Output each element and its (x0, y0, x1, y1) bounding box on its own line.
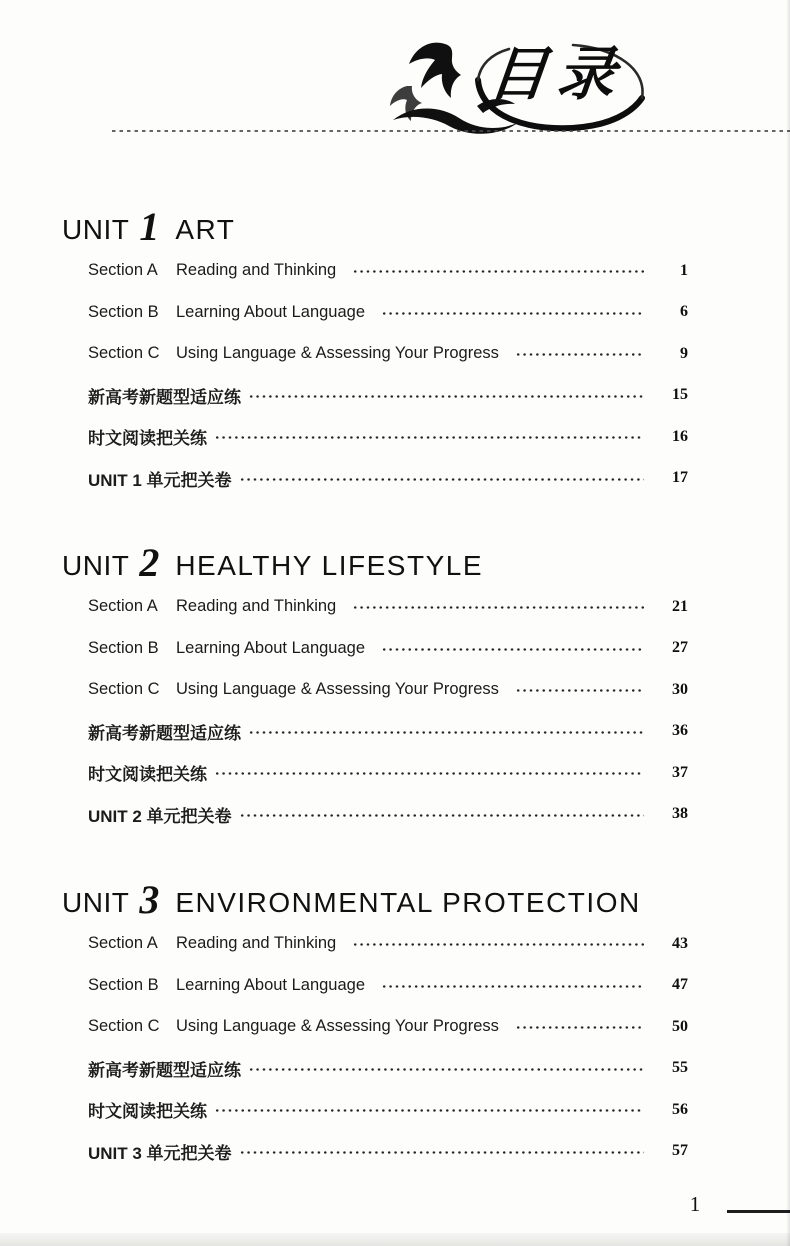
page-bottom-edge (0, 1233, 790, 1246)
toc-entry (88, 458, 688, 500)
unit-label: UNIT (62, 214, 130, 245)
toc-entry (88, 586, 688, 628)
entry-page-number: 1 (680, 261, 688, 279)
entry-page-number: 30 (672, 680, 688, 698)
unit-3-section (62, 875, 688, 1172)
entry-title: 时文阅读把关练 (88, 765, 207, 785)
unit-2-heading (62, 538, 688, 585)
unit-label: UNIT (62, 550, 130, 581)
dot-leader (214, 434, 644, 441)
footer-page-number: 1 (689, 1192, 701, 1216)
section-prefix: Section B (88, 302, 159, 321)
entry-page-number: 6 (680, 303, 688, 321)
toc-entry (88, 628, 688, 670)
unit-3-heading (62, 875, 688, 922)
section-prefix: Section B (88, 975, 159, 994)
toc-entry (88, 965, 688, 1007)
entry-title: Learning About Language (176, 302, 366, 321)
entry-page-number: 38 (672, 805, 688, 823)
toc-entry (88, 1048, 688, 1090)
entry-page-number: 57 (672, 1142, 688, 1160)
dot-leader (515, 1024, 644, 1031)
entry-page-number: 27 (672, 639, 688, 657)
page-right-edge (786, 0, 790, 1246)
toc-entry (88, 752, 688, 794)
dot-leader (381, 646, 644, 653)
unit-2-section (62, 538, 688, 835)
dot-leader (352, 941, 644, 948)
unit-number: 2 (139, 540, 160, 585)
entry-page-number: 21 (672, 597, 688, 615)
dot-leader (239, 476, 644, 483)
dot-leader (515, 351, 644, 358)
unit-2-entries (62, 586, 688, 835)
toc-entry (88, 794, 688, 836)
footer-rule (727, 1210, 790, 1213)
toc-entry (88, 1006, 688, 1048)
unit-1-heading (62, 202, 688, 249)
entry-page-number: 17 (672, 469, 688, 487)
toc-entry (88, 669, 688, 711)
unit-number: 1 (139, 204, 160, 249)
unit-3-entries (62, 923, 688, 1172)
entry-page-number: 43 (672, 934, 688, 952)
entry-page-number: 47 (672, 976, 688, 994)
entry-page-number: 16 (672, 427, 688, 445)
dot-leader (381, 983, 644, 990)
entry-title: Learning About Language (176, 975, 366, 994)
dot-leader (248, 729, 644, 736)
entry-page-number: 9 (680, 344, 688, 362)
toc-entry (88, 1131, 688, 1173)
entry-title: Using Language & Assessing Your Progress (176, 344, 499, 363)
entry-page-number: 36 (672, 722, 688, 740)
unit-number: 3 (139, 877, 160, 922)
unit-label: UNIT (62, 887, 130, 918)
toc-entry (88, 375, 688, 417)
section-prefix: Section A (88, 597, 158, 616)
unit-name: ENVIRONMENTAL PROTECTION (175, 887, 641, 918)
entry-title: 新高考新题型适应练 (88, 387, 241, 407)
dot-leader (381, 310, 644, 317)
unit-name: HEALTHY LIFESTYLE (175, 550, 484, 581)
section-prefix: Section C (88, 1017, 160, 1036)
dot-leader (248, 1066, 644, 1073)
entry-title: 新高考新题型适应练 (88, 723, 241, 743)
unit-1-entries (62, 250, 688, 499)
entry-title: Using Language & Assessing Your Progress (176, 680, 499, 699)
section-prefix: Section C (88, 344, 160, 363)
entry-title: 新高考新题型适应练 (88, 1060, 241, 1080)
dot-leader (239, 812, 644, 819)
dot-leader (214, 1107, 644, 1114)
dot-leader (248, 393, 644, 400)
entry-title: UNIT 3 单元把关卷 (88, 1143, 232, 1163)
entry-page-number: 56 (672, 1100, 688, 1118)
toc-entry (88, 1089, 688, 1131)
entry-title: Learning About Language (176, 638, 366, 657)
toc-entry (88, 292, 688, 334)
entry-title: UNIT 2 单元把关卷 (88, 806, 232, 826)
entry-page-number: 37 (672, 763, 688, 781)
header-divider (112, 130, 790, 132)
unit-name: ART (175, 214, 236, 245)
toc-title: 目录 (485, 42, 629, 107)
dot-leader (352, 268, 644, 275)
dot-leader (515, 687, 644, 694)
entry-title: Reading and Thinking (176, 597, 337, 616)
entry-title: Reading and Thinking (176, 261, 337, 280)
toc-entry (88, 250, 688, 292)
section-prefix: Section C (88, 680, 160, 699)
entry-title: UNIT 1 单元把关卷 (88, 470, 232, 490)
section-prefix: Section A (88, 261, 158, 280)
dot-leader (214, 770, 644, 777)
entry-page-number: 15 (672, 386, 688, 404)
entry-page-number: 55 (672, 1059, 688, 1077)
dot-leader (239, 1149, 644, 1156)
section-prefix: Section B (88, 638, 159, 657)
entry-title: 时文阅读把关练 (88, 429, 207, 449)
entry-page-number: 50 (672, 1017, 688, 1035)
toc-entry (88, 711, 688, 753)
toc-entry (88, 923, 688, 965)
entry-title: Reading and Thinking (176, 934, 337, 953)
unit-1-section (62, 202, 688, 499)
toc-entry (88, 416, 688, 458)
dot-leader (352, 604, 644, 611)
toc-entry (88, 333, 688, 375)
entry-title: Using Language & Assessing Your Progress (176, 1017, 499, 1036)
section-prefix: Section A (88, 934, 158, 953)
entry-title: 时文阅读把关练 (88, 1102, 207, 1122)
